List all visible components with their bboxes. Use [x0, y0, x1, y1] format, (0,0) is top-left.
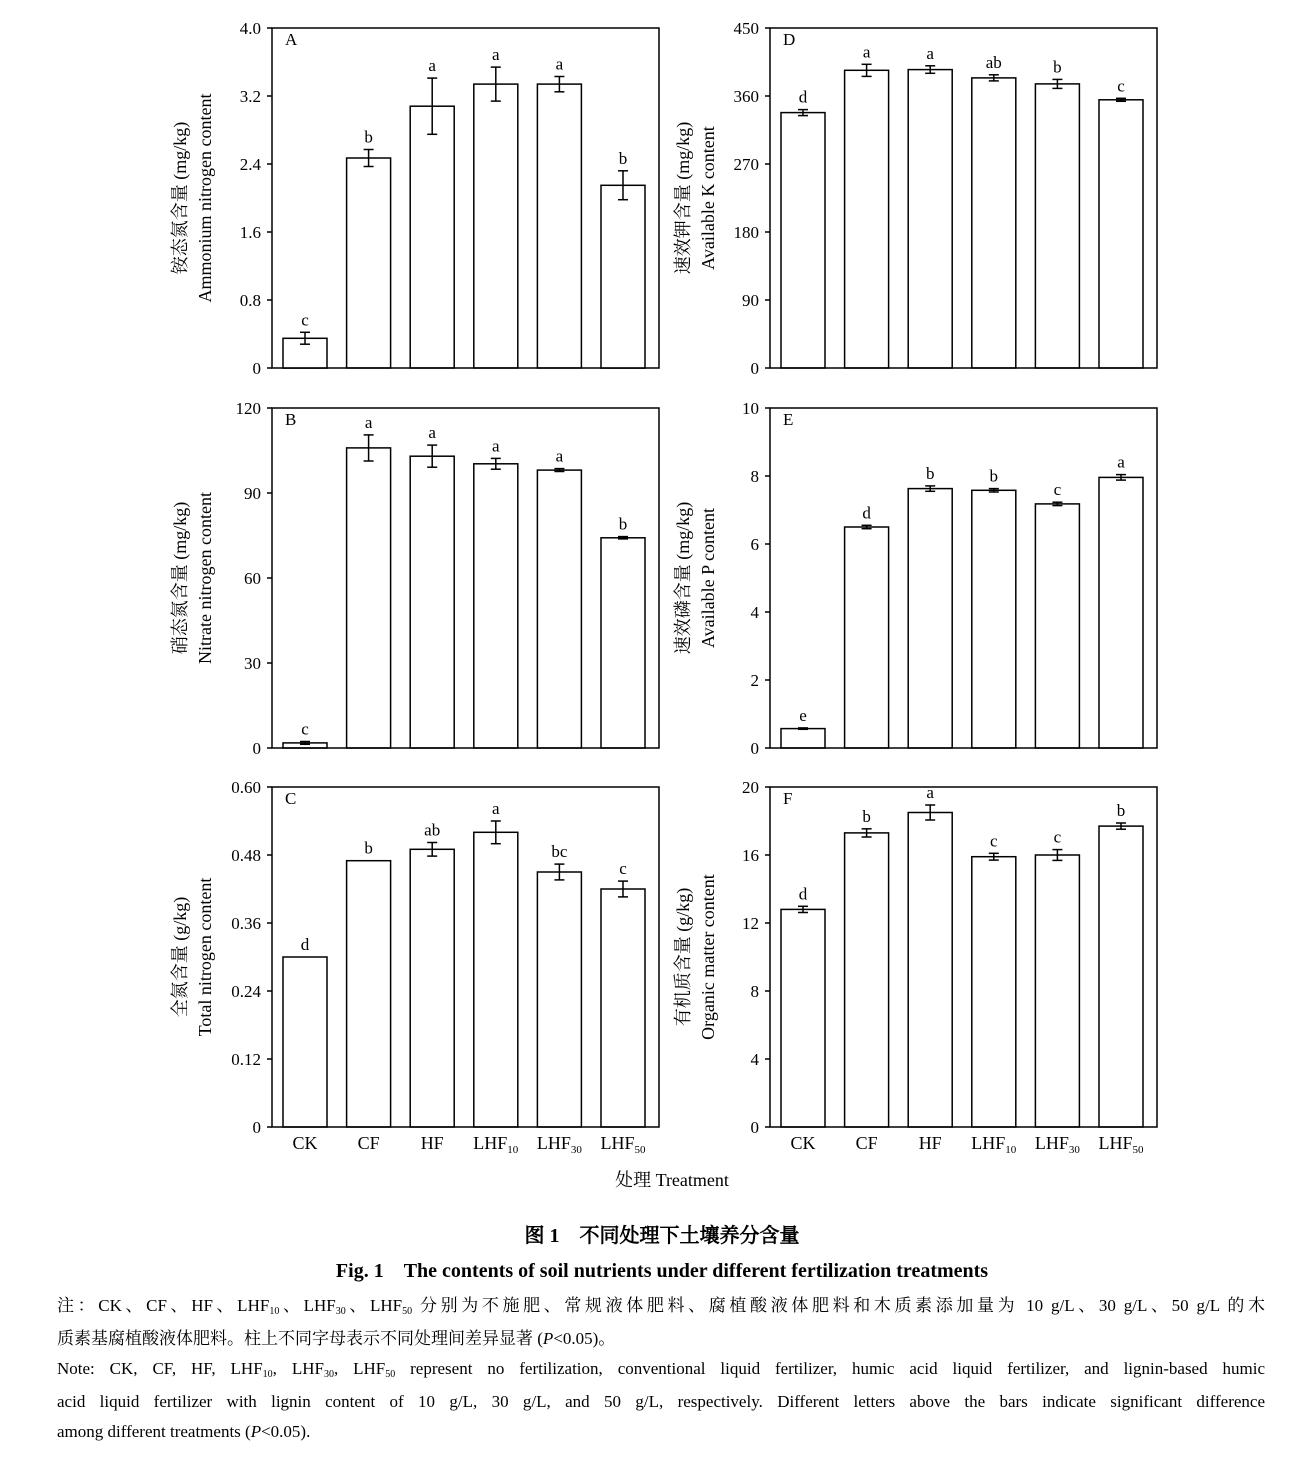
x-tick-label — [537, 1133, 583, 1156]
panel-label: A — [285, 30, 298, 49]
bar — [781, 113, 825, 368]
bar — [601, 889, 645, 1127]
note-text: <0.05)。 — [553, 1329, 616, 1348]
significance-letter: a — [555, 446, 564, 466]
note-subscript: 30 — [335, 1306, 346, 1317]
y-tick-label: 60 — [244, 569, 261, 588]
significance-letter: b — [364, 127, 373, 147]
bar — [347, 448, 391, 748]
y-tick-label: 0 — [252, 1118, 261, 1137]
bar — [537, 872, 581, 1127]
significance-letter: a — [926, 43, 934, 63]
y-tick-label: 0.60 — [231, 778, 261, 797]
y-tick-label: 360 — [733, 87, 759, 106]
x-axis-title: 处理 Treatment — [615, 1170, 729, 1190]
x-tick-label — [1098, 1133, 1144, 1156]
y-tick-label: 90 — [742, 291, 759, 310]
bar — [972, 857, 1016, 1127]
note-text: among different treatments ( — [57, 1422, 251, 1441]
figure-title-en: The contents of soil nutrients under different fertilization treatments — [403, 1260, 989, 1282]
y-axis-label-zh: 有机质含量 (g/kg) — [673, 887, 693, 1027]
note-subscript: 50 — [385, 1369, 396, 1380]
panel-label: E — [783, 410, 794, 429]
note-en — [57, 1354, 1265, 1447]
note-en-line — [57, 1417, 1265, 1447]
error-bar — [798, 728, 808, 729]
x-tick-label-subscript: 30 — [570, 1144, 582, 1156]
x-tick-label: CF — [855, 1133, 878, 1153]
y-tick-label: 16 — [742, 846, 759, 865]
x-tick-label-subscript: 50 — [634, 1144, 646, 1156]
panel-label: B — [285, 410, 297, 429]
figure-caption-en — [24, 1257, 1300, 1285]
bar — [845, 70, 889, 368]
note-subscript: 10 — [262, 1369, 273, 1380]
note-en-line — [57, 1387, 1265, 1417]
significance-letter: e — [799, 705, 807, 725]
panel-label: C — [285, 789, 297, 808]
y-tick-label: 12 — [742, 914, 759, 933]
note-text: 分别为不施肥、常规液体肥料、腐植酸液体肥料和木质素添加量为 10 g/L、30 g/L、50 g/L 的木 — [412, 1296, 1266, 1315]
chart-panel-d — [673, 19, 1157, 378]
x-tick-label — [1035, 1133, 1081, 1156]
significance-letter: c — [301, 310, 309, 330]
y-tick-label: 6 — [750, 535, 759, 554]
x-tick-label-base: LHF — [971, 1133, 1006, 1153]
significance-letter: b — [862, 806, 871, 826]
x-tick-label-base: LHF — [1034, 1133, 1069, 1153]
significance-letter: c — [990, 831, 998, 851]
figure-title-zh: 不同处理下土壤养分含量 — [579, 1225, 800, 1247]
x-tick-label: CK — [790, 1133, 816, 1153]
y-tick-label: 1.6 — [239, 223, 261, 242]
y-tick-label: 0.24 — [231, 982, 261, 1001]
significance-letter: d — [300, 935, 310, 954]
y-tick-label: 2 — [750, 671, 759, 690]
y-tick-label: 0.36 — [231, 914, 261, 933]
bar — [347, 861, 391, 1127]
note-text: acid liquid fertilizer with lignin content of 10 g/L, 30 g/L, and 50 g/L, respectively. Different letters above the bars indicate significant difference — [57, 1392, 1265, 1411]
note-text: Note: CK, CF, HF, LHF — [57, 1359, 263, 1378]
significance-letter: a — [492, 799, 500, 818]
significance-letter: d — [798, 87, 808, 107]
x-tick-label-base: LHF — [473, 1133, 508, 1153]
y-axis-label-zh: 速效钾含量 (mg/kg) — [673, 121, 693, 275]
note-zh-line — [57, 1324, 1265, 1354]
y-axis-label-en: Total nitrogen content — [195, 877, 215, 1037]
y-tick-label: 0 — [750, 1118, 759, 1137]
x-tick-label: HF — [918, 1133, 942, 1153]
note-zh — [57, 1291, 1265, 1354]
y-tick-label: 270 — [733, 155, 759, 174]
x-tick-label: HF — [420, 1133, 444, 1153]
x-tick-label-subscript: 30 — [1068, 1144, 1080, 1156]
significance-letter: b — [1053, 57, 1062, 77]
x-tick-label — [473, 1133, 519, 1156]
bar — [601, 538, 645, 748]
bar — [410, 456, 454, 748]
significance-letter: ab — [424, 820, 441, 840]
y-tick-label: 120 — [235, 399, 261, 418]
x-tick-label — [971, 1133, 1017, 1156]
significance-letter: c — [1117, 76, 1125, 96]
y-tick-label: 0 — [750, 359, 759, 378]
significance-letter: c — [619, 859, 627, 879]
note-subscript: 10 — [269, 1306, 280, 1317]
bar — [1099, 100, 1143, 368]
note-text: , LHF — [333, 1359, 386, 1378]
bar — [908, 813, 952, 1128]
x-tick-label-subscript: 10 — [507, 1144, 519, 1156]
y-tick-label: 4.0 — [239, 19, 261, 38]
significance-letter: a — [492, 45, 500, 65]
significance-letter: a — [492, 436, 500, 456]
y-axis-label-zh: 硝态氮含量 (mg/kg) — [170, 501, 190, 655]
note-italic: P — [250, 1422, 262, 1441]
significance-letter: b — [925, 463, 935, 483]
y-axis-label-en: Ammonium nitrogen content — [195, 93, 215, 303]
y-tick-label: 20 — [742, 778, 759, 797]
bar — [410, 106, 454, 368]
significance-letter: a — [555, 54, 564, 74]
significance-letter: b — [1116, 801, 1126, 820]
bar — [972, 78, 1016, 368]
bar — [781, 729, 825, 748]
y-tick-label: 0.48 — [231, 846, 261, 865]
y-tick-label: 0 — [252, 359, 261, 378]
y-tick-label: 0 — [750, 739, 759, 758]
y-tick-label: 0.8 — [239, 291, 261, 310]
y-axis-label-en: Available P content — [698, 508, 718, 648]
chart-panel-e — [673, 399, 1157, 758]
y-axis-label-zh: 全氮含量 (g/kg) — [170, 896, 190, 1018]
significance-letter: b — [364, 838, 373, 858]
bar — [1035, 504, 1079, 748]
x-tick-label-base: LHF — [1098, 1133, 1133, 1153]
note-text: , LHF — [272, 1359, 324, 1378]
significance-letter: a — [926, 783, 934, 802]
bar — [410, 849, 454, 1127]
bar — [908, 489, 952, 748]
significance-letter: ab — [985, 52, 1002, 72]
note-en-line — [57, 1354, 1265, 1387]
bar — [474, 84, 518, 368]
figure-number-en: Fig. 1 — [335, 1260, 384, 1282]
y-tick-label: 4 — [750, 603, 759, 622]
chart-panel-f — [673, 778, 1157, 1156]
y-axis-label-en: Available K content — [698, 126, 718, 270]
bar — [1099, 826, 1143, 1127]
significance-letter: bc — [551, 842, 568, 862]
chart-panel-a — [170, 19, 659, 378]
panel-label: D — [783, 30, 796, 49]
x-tick-label — [600, 1133, 646, 1156]
y-tick-label: 90 — [244, 484, 261, 503]
x-tick-label-subscript: 10 — [1005, 1144, 1017, 1156]
y-axis-label-zh: 速效磷含量 (mg/kg) — [673, 501, 693, 655]
y-tick-label: 8 — [750, 982, 759, 1001]
bar — [1035, 855, 1079, 1127]
chart-panel-c — [170, 778, 659, 1156]
y-tick-label: 2.4 — [239, 155, 261, 174]
note-subscript: 50 — [402, 1306, 413, 1317]
bar — [972, 490, 1016, 748]
bar — [781, 909, 825, 1127]
y-tick-label: 180 — [733, 223, 759, 242]
note-text: 质素基腐植酸液体肥料。柱上不同字母表示不同处理间差异显著 ( — [57, 1329, 543, 1348]
bar — [845, 527, 889, 748]
y-tick-label: 3.2 — [239, 87, 261, 106]
y-tick-label: 0 — [252, 739, 261, 758]
y-axis-label-en: Nitrate nitrogen content — [195, 492, 215, 664]
note-zh-line — [57, 1291, 1265, 1324]
bar — [537, 84, 581, 368]
chart-panel-b — [170, 399, 659, 758]
note-text: 、LHF — [345, 1296, 403, 1315]
significance-letter: a — [862, 42, 871, 62]
significance-letter: d — [862, 503, 871, 523]
significance-letter: a — [1117, 452, 1125, 472]
significance-letter: b — [618, 514, 628, 534]
note-text: 注：CK、CF、HF、LHF — [57, 1296, 270, 1315]
significance-letter: b — [989, 466, 999, 486]
significance-letter: a — [428, 423, 436, 443]
note-text: <0.05). — [261, 1422, 311, 1441]
y-axis-label-en: Organic matter content — [698, 874, 718, 1040]
bar — [908, 70, 952, 368]
y-tick-label: 0.12 — [231, 1050, 261, 1069]
y-tick-label: 450 — [733, 19, 759, 38]
bar — [1035, 84, 1079, 368]
y-tick-label: 8 — [750, 467, 759, 486]
significance-letter: b — [618, 148, 628, 168]
y-tick-label: 30 — [244, 654, 261, 673]
significance-letter: a — [364, 412, 373, 432]
significance-letter: a — [428, 56, 436, 76]
note-subscript: 30 — [323, 1369, 334, 1380]
bar — [283, 957, 327, 1127]
figure-notes — [57, 1291, 1265, 1447]
significance-letter: c — [1053, 480, 1062, 500]
bar — [1099, 477, 1143, 748]
bar — [601, 185, 645, 368]
bar — [474, 464, 518, 748]
y-tick-label: 4 — [750, 1050, 759, 1069]
figure-caption-zh — [24, 1222, 1300, 1250]
significance-letter: c — [301, 719, 309, 739]
panel-label: F — [783, 789, 793, 808]
x-tick-label: CK — [292, 1133, 318, 1153]
note-text: represent no fertilization, conventional liquid fertilizer, humic acid liquid fertilizer, and lignin-based humic — [395, 1359, 1265, 1378]
significance-letter: c — [1053, 827, 1062, 847]
x-tick-label-subscript: 50 — [1132, 1144, 1144, 1156]
figure-number-zh: 图 1 — [524, 1225, 560, 1247]
bar — [845, 833, 889, 1127]
bar — [347, 158, 391, 368]
y-axis-label-zh: 铵态氮含量 (mg/kg) — [170, 121, 190, 275]
y-tick-label: 10 — [742, 399, 759, 418]
note-text: 、LHF — [279, 1296, 336, 1315]
significance-letter: d — [798, 884, 808, 904]
bar — [474, 832, 518, 1127]
bar — [537, 470, 581, 748]
x-tick-label-base: LHF — [536, 1133, 571, 1153]
x-tick-label: CF — [357, 1133, 380, 1153]
x-tick-label-base: LHF — [600, 1133, 635, 1153]
note-italic: P — [542, 1329, 554, 1348]
